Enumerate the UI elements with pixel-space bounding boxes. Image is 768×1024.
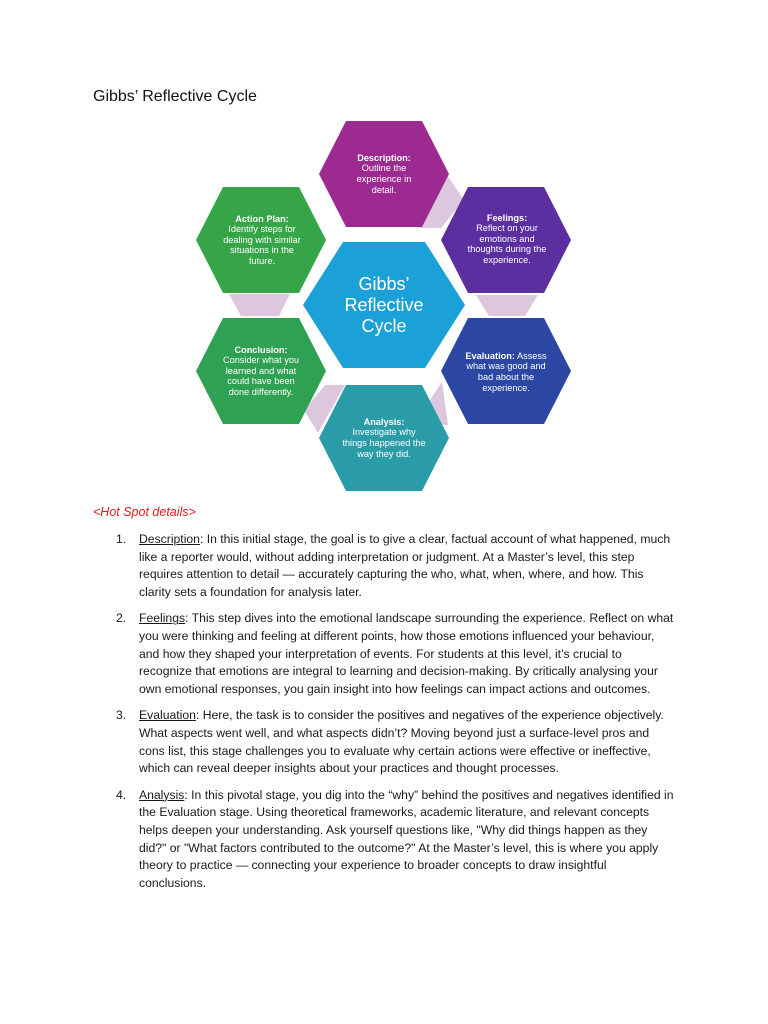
- analysis-body: Investigate why things happened the way they did.: [342, 427, 426, 459]
- center-line-2: Reflective: [344, 294, 424, 315]
- list-term: Analysis: [139, 787, 185, 802]
- action-plan-body: Identify steps for dealing with similar situations in the future.: [223, 224, 301, 266]
- analysis-text: [342, 402, 426, 474]
- list-number: 3.: [116, 708, 127, 723]
- description-body: Outline the experience in detail.: [356, 163, 412, 195]
- action-plan-label: Action Plan:: [235, 213, 289, 224]
- gibbs-cycle-diagram: [0, 0, 768, 505]
- list-number: 2.: [116, 611, 127, 626]
- list-item: [116, 531, 676, 601]
- list-item: [116, 787, 676, 893]
- analysis-label: Analysis:: [363, 416, 405, 427]
- list-term: Description: [139, 532, 200, 546]
- feelings-body: Reflect on your emotions and thoughts during the experience.: [467, 223, 547, 265]
- conclusion-text: [216, 330, 306, 412]
- feelings-label: Feelings:: [486, 212, 528, 223]
- details-list: [116, 531, 676, 901]
- center-label: [304, 262, 464, 348]
- list-item: [116, 610, 676, 698]
- page-title: Gibbs’ Reflective Cycle: [93, 88, 257, 105]
- evaluation-body: Assess what was good and bad about the experience.: [466, 350, 547, 393]
- list-number: 4.: [116, 787, 127, 802]
- list-item: [116, 707, 676, 777]
- list-text: : In this pivotal stage, you dig into the “why” behind the positives and negatives identified in the Evaluation stage. Using theoretical frameworks, academic literature, and relevant concepts helps deepen your understanding. Ask yourself questions like, "Why did things happen as they did?" or "What factors contributed to the outcome?" At the Master’s level, this is where you apply theory to practice — connecting your experience to broader concepts to draw insightful conclusions.: [139, 787, 674, 890]
- description-text: [346, 140, 422, 208]
- list-number: 1.: [116, 532, 127, 546]
- list-text: : This step dives into the emotional landscape surrounding the experience. Reflect on what you were thinking and feeling at different points, how those emotions influenced your behaviour, and how they shaped your interpretation of events. For students at this level, it’s crucial to recognize that emotions are integral to learning and decision-making. By critically analysing your own emotional responses, you gain insight into how feelings can impact actions and outcomes.: [139, 611, 674, 696]
- feelings-text: [464, 200, 550, 278]
- connector-feelings-evaluation: [476, 295, 538, 316]
- hotspot-details-label[interactable]: <Hot Spot details>: [93, 505, 196, 519]
- connector-conclusion-action: [229, 294, 290, 316]
- evaluation-label: Evaluation:: [465, 350, 515, 361]
- action-plan-text: [216, 199, 308, 281]
- center-line-1: Gibbs’: [358, 273, 410, 294]
- description-label: Description:: [357, 152, 411, 163]
- list-term: Evaluation: [139, 708, 196, 723]
- center-line-3: Cycle: [361, 315, 407, 336]
- list-text: : Here, the task is to consider the positives and negatives of the experience objectively. What aspects went well, and what aspects didn’t? Moving beyond just a surface-level pros and cons list, this stage challenges you to evaluate why certain actions were effective or ineffective, which can reveal deeper insights about your practices and thought processes.: [139, 708, 664, 776]
- list-term: Feelings: [139, 611, 186, 626]
- conclusion-label: Conclusion:: [234, 344, 288, 355]
- conclusion-body: Consider what you learned and what could have been done differently.: [222, 355, 300, 397]
- list-text: : In this initial stage, the goal is to give a clear, factual account of what happened, much like a reporter would, without adding interpretation or judgment. At a Master’s level, this step requires attention to detail — accurately capturing the who, what, when, where, and how. This clarity sets a foundation for analysis later.: [139, 532, 671, 599]
- evaluation-text: [460, 334, 552, 410]
